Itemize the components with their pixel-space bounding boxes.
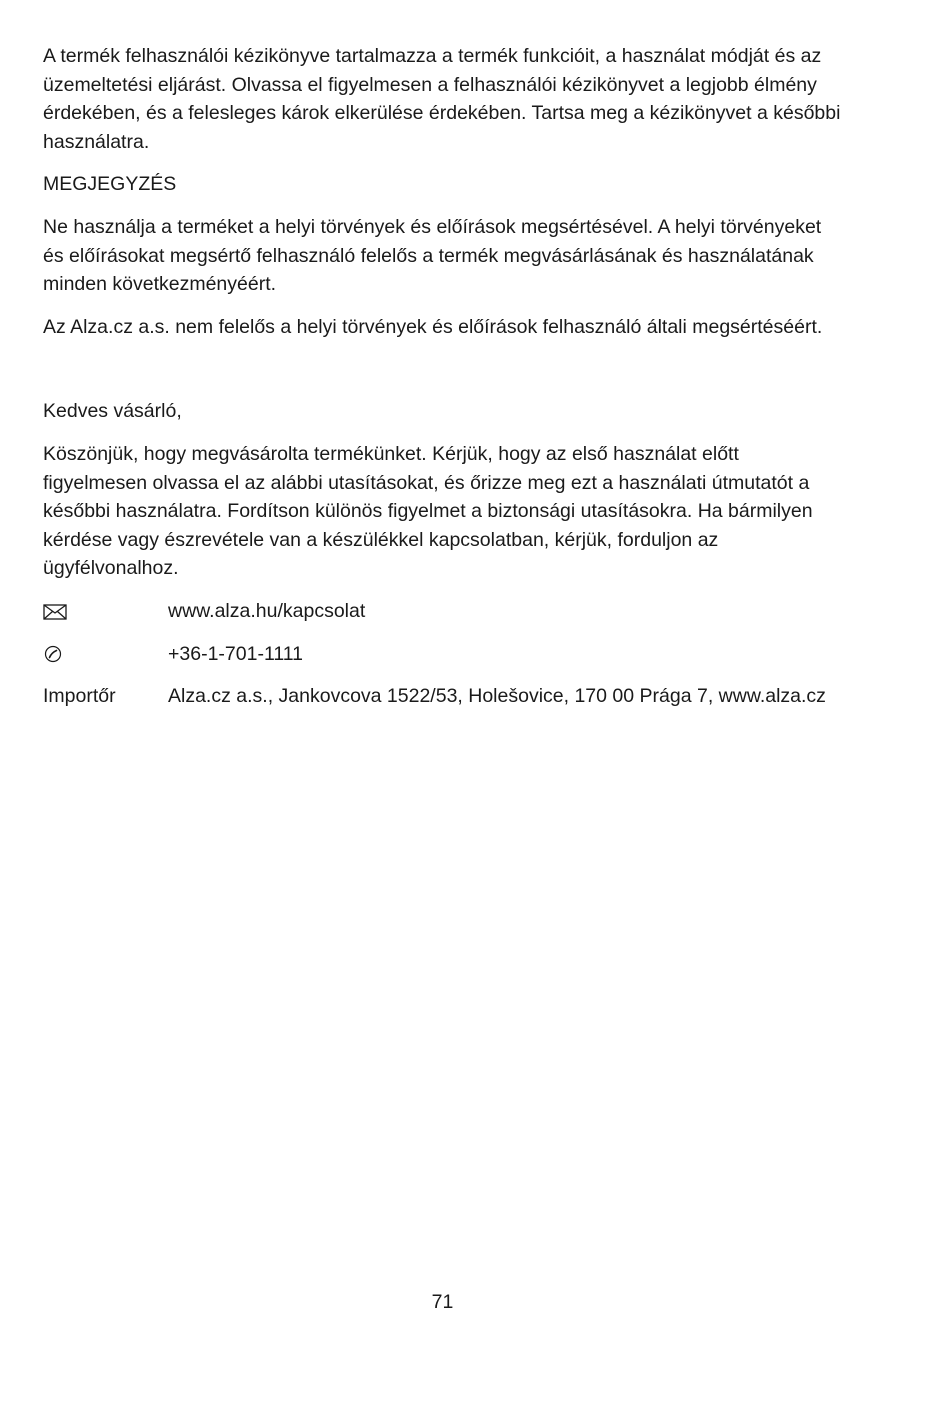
note-paragraph-1: Ne használja a terméket a helyi törvények és előírások megsértésével. A helyi törvényeket és előírásokat megsértő felhasználó felelős a termék megvásárlásának és használatának minden következményéért. <box>43 215 822 296</box>
page-number: 71 <box>431 1291 454 1313</box>
importer-address: Alza.cz a.s., Jankovcova 1522/53, Holešovice, 170 00 Prága 7, www.alza.cz <box>168 685 826 708</box>
contact-phone-number[interactable]: +36-1-701-1111 <box>168 642 303 665</box>
contact-email-row <box>43 597 843 626</box>
contact-phone-row <box>43 640 843 669</box>
document-body <box>43 42 843 725</box>
intro-paragraph: A termék felhasználói kézikönyve tartalmazza a termék funkcióit, a használat módját és az üzemeltetési eljárást. Olvassa el figyelmesen a felhasználói kézikönyvet a legjobb élmény érdekében, és a felesleges károk elkerülése érdekében. Tartsa meg a kézikönyvet a későbbi használatra. <box>43 45 841 153</box>
phone-icon <box>43 644 63 664</box>
contact-importer-row <box>43 682 843 711</box>
envelope-icon <box>43 603 67 621</box>
greeting-salutation: Kedves vásárló, <box>43 400 182 423</box>
contact-email-link[interactable]: www.alza.hu/kapcsolat <box>168 599 366 622</box>
greeting-paragraph: Köszönjük, hogy megvásárolta termékünket. Kérjük, hogy az első használat előtt figyelmesen olvassa el az alábbi utasításokat, és őrizze meg ezt a használati útmutatót a későbbi használatra. Fordítson különös figyelmet a biztonsági utasításokra. Ha bármilyen kérdése vagy észrevétele van a készülékkel kapcsolatban, kérjük, forduljon az ügyfélvonalhoz. <box>43 442 813 580</box>
note-paragraph-2: Az Alza.cz a.s. nem felelős a helyi törvények és előírások felhasználó általi megsértéséért. <box>43 315 823 338</box>
section-spacer <box>43 355 843 397</box>
note-heading: MEGJEGYZÉS <box>43 173 177 196</box>
importer-label: Importőr <box>43 685 116 708</box>
